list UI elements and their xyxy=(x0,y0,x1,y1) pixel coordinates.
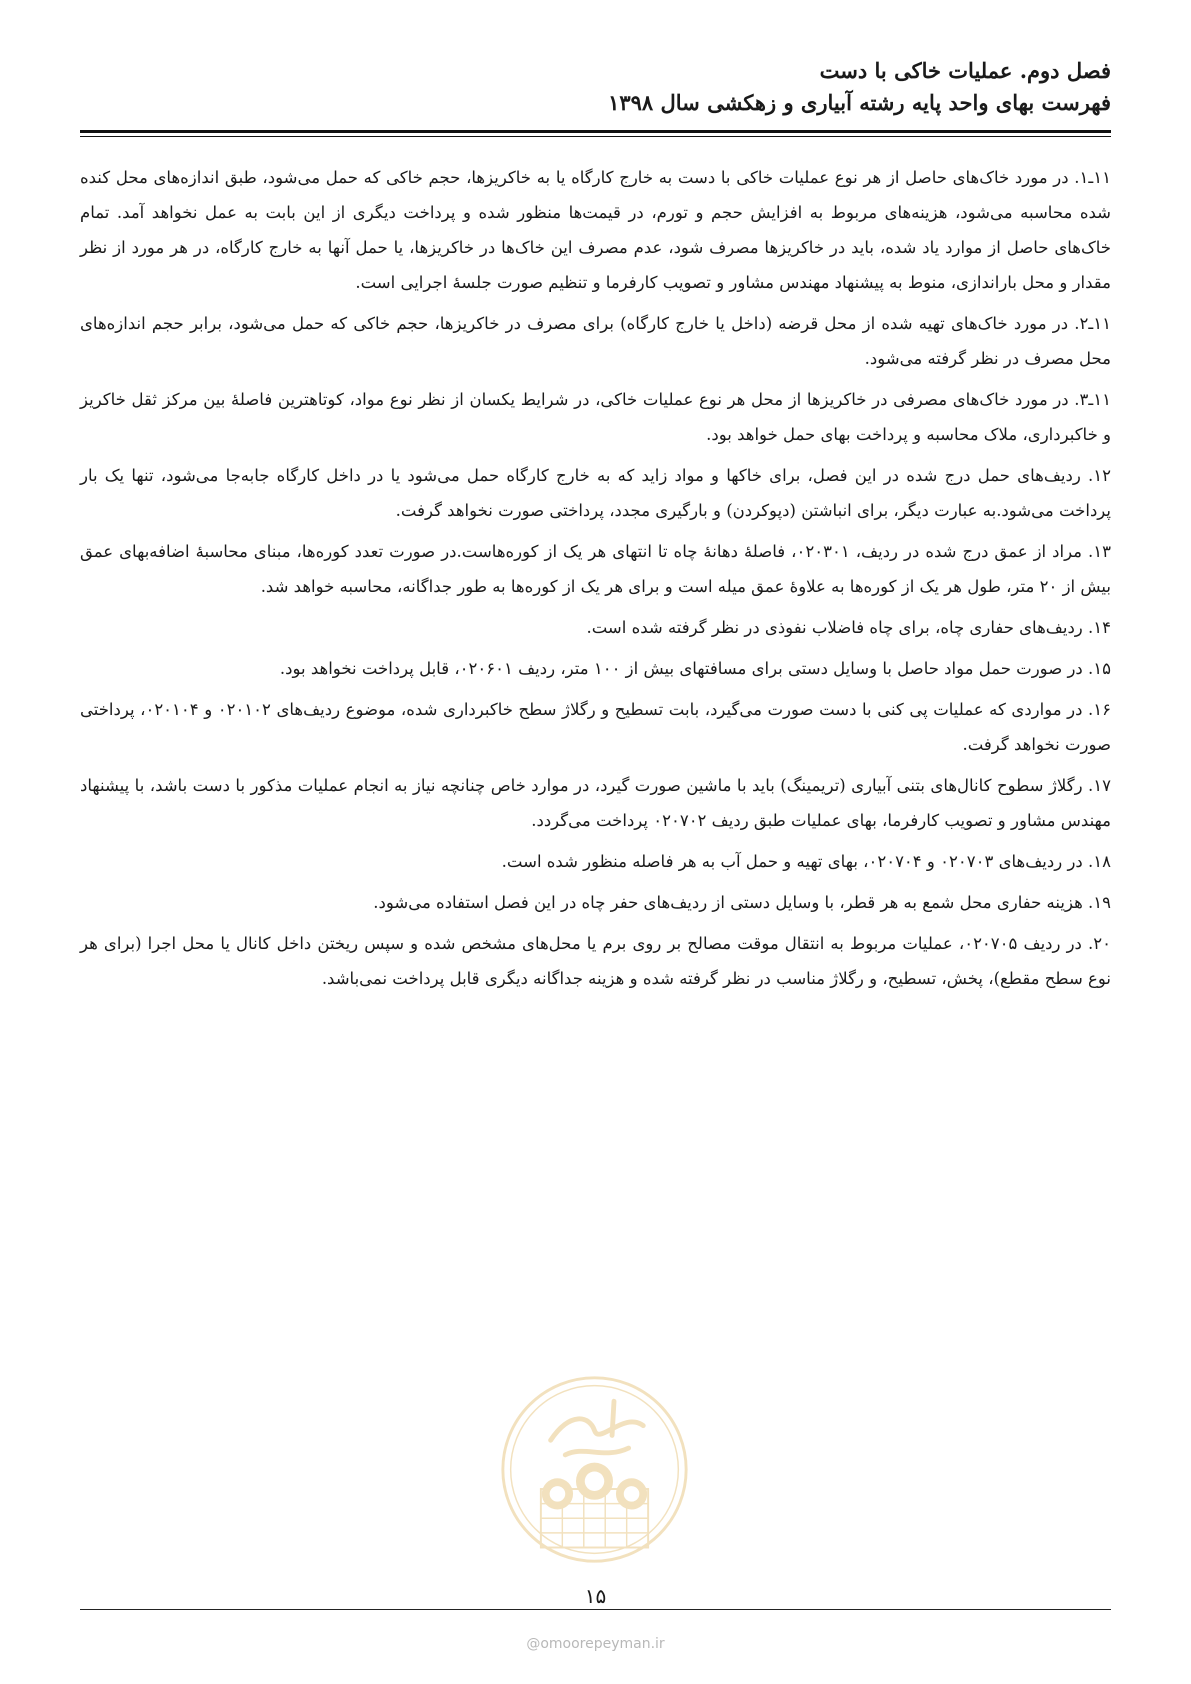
paragraph-11-2: ۱۱ـ۲. در مورد خاک‌های تهیه شده از محل قرضه (داخل یا خارج کارگاه) برای مصرف در خاکریزها، حجم خاکی که حمل می‌شود، برابر حجم اندازه‌های محل مصرف در نظر گرفته می‌شود. xyxy=(80,314,1111,368)
paragraph-11-1: ۱۱ـ۱. در مورد خاک‌های حاصل از هر نوع عملیات خاکی با دست به خارج کارگاه یا به خاکریزها، حجم خاکی که حمل می‌شود، طبق اندازه‌های محل کنده شده محاسبه می‌شود، هزینه‌های مربوط به افزایش حجم و تورم، در قیمت‌ها منظور شده و پرداخت دیگری از این بابت به عمل نخواهد آمد. تمام خاک‌های حاصل از موارد یاد شده، باید در خاکریزها مصرف شود، عدم مصرف این خاک‌ها در خاکریزها، یا حمل آنها به خارج کارگاه، در هر مورد از نظر مقدار و محل باراندازی، منوط به پیشنهاد مهندس مشاور و تصویب کارفرما و تنظیم صورت جلسهٔ اجرایی است. xyxy=(80,168,1111,292)
page-header xyxy=(80,56,1111,120)
paragraph-12: ۱۲. ردیف‌های حمل درج شده در این فصل، برای خاکها و مواد زاید که به خارج کارگاه حمل می‌شود یا در داخل کارگاه جابه‌جا می‌شود، تنها یک بار پرداخت می‌شود.به عبارت دیگر، برای انباشتن (دپوکردن) و بارگیری مجدد، پرداختی صورت نخواهد گرفت. xyxy=(80,466,1111,520)
page-number xyxy=(0,1584,1191,1608)
header-rule-thin xyxy=(80,136,1111,137)
watermark-logo-icon xyxy=(497,1372,692,1567)
paragraph-19: ۱۹. هزینه حفاری محل شمع به هر قطر، با وسایل دستی از ردیف‌های حفر چاه در این فصل استفاده می‌شود. xyxy=(373,893,1111,912)
paragraph-11-3: ۱۱ـ۳. در مورد خاک‌های مصرفی در خاکریزها از محل هر نوع عملیات خاکی، در شرایط یکسان از نظر نوع مواد، کوتاهترین فاصلهٔ بین مرکز ثقل خاکریز و خاکبرداری، ملاک محاسبه و پرداخت بهای حمل خواهد بود. xyxy=(80,390,1111,444)
footer-rule xyxy=(80,1609,1111,1610)
paragraph-13: ۱۳. مراد از عمق درج شده در ردیف، ۰۲۰۳۰۱، فاصلهٔ دهانهٔ چاه تا انتهای هر یک از کوره‌هاست.در صورت تعدد کوره‌ها، مبنای محاسبهٔ اضافه‌بهای عمق بیش از ۲۰ متر، طول هر یک از کوره‌ها به علاوهٔ عمق میله است و برای هر یک از کوره‌ها به طور جداگانه، محاسبه خواهد شد. xyxy=(80,542,1111,596)
paragraph-20: ۲۰. در ردیف ۰۲۰۷۰۵، عملیات مربوط به انتقال موقت مصالح بر روی برم یا محل‌های مشخص شده و سپس ریختن داخل کانال یا محل اجرا (برای هر نوع سطح مقطع)، پخش، تسطیح، و رگلاژ مناسب در نظر گرفته شده و هزینه جداگانه دیگری قابل پرداخت نمی‌باشد. xyxy=(80,934,1111,988)
paragraph-14: ۱۴. ردیف‌های حفاری چاه، برای چاه فاضلاب نفوذی در نظر گرفته شده است. xyxy=(586,618,1111,637)
footer-url[interactable]: @omoorepeyman.ir xyxy=(526,1636,665,1652)
document-title: فهرست بهای واحد پایه رشته آبیاری و زهکشی سال ۱۳۹۸ xyxy=(608,90,1111,115)
paragraph-17: ۱۷. رگلاژ سطوح کانال‌های بتنی آبیاری (تریمینگ) باید با ماشین صورت گیرد، در موارد خاص چنانچه نیاز به انجام عملیات مذکور با دست باشد، با پیشنهاد مهندس مشاور و تصویب کارفرما، بهای عملیات طبق ردیف ۰۲۰۷۰۲ پرداخت می‌گردد. xyxy=(80,776,1111,830)
paragraph-18: ۱۸. در ردیف‌های ۰۲۰۷۰۳ و ۰۲۰۷۰۴، بهای تهیه و حمل آب به هر فاصله منظور شده است. xyxy=(501,852,1111,871)
header-rule-thick xyxy=(80,130,1111,133)
page-number-text: ۱۵ xyxy=(579,1584,612,1608)
paragraph-15: ۱۵. در صورت حمل مواد حاصل با وسایل دستی برای مسافتهای بیش از ۱۰۰ متر، ردیف ۰۲۰۶۰۱، قابل پرداخت نخواهد بود. xyxy=(279,659,1111,678)
chapter-title: فصل دوم. عملیات خاکی با دست xyxy=(819,58,1111,83)
body-text xyxy=(80,160,1111,1002)
paragraph-16: ۱۶. در مواردی که عملیات پی کنی با دست صورت می‌گیرد، بابت تسطیح و رگلاژ سطح خاکبرداری شده، موضوع ردیف‌های ۰۲۰۱۰۲ و ۰۲۰۱۰۴، پرداختی صورت نخواهد گرفت. xyxy=(80,700,1111,754)
